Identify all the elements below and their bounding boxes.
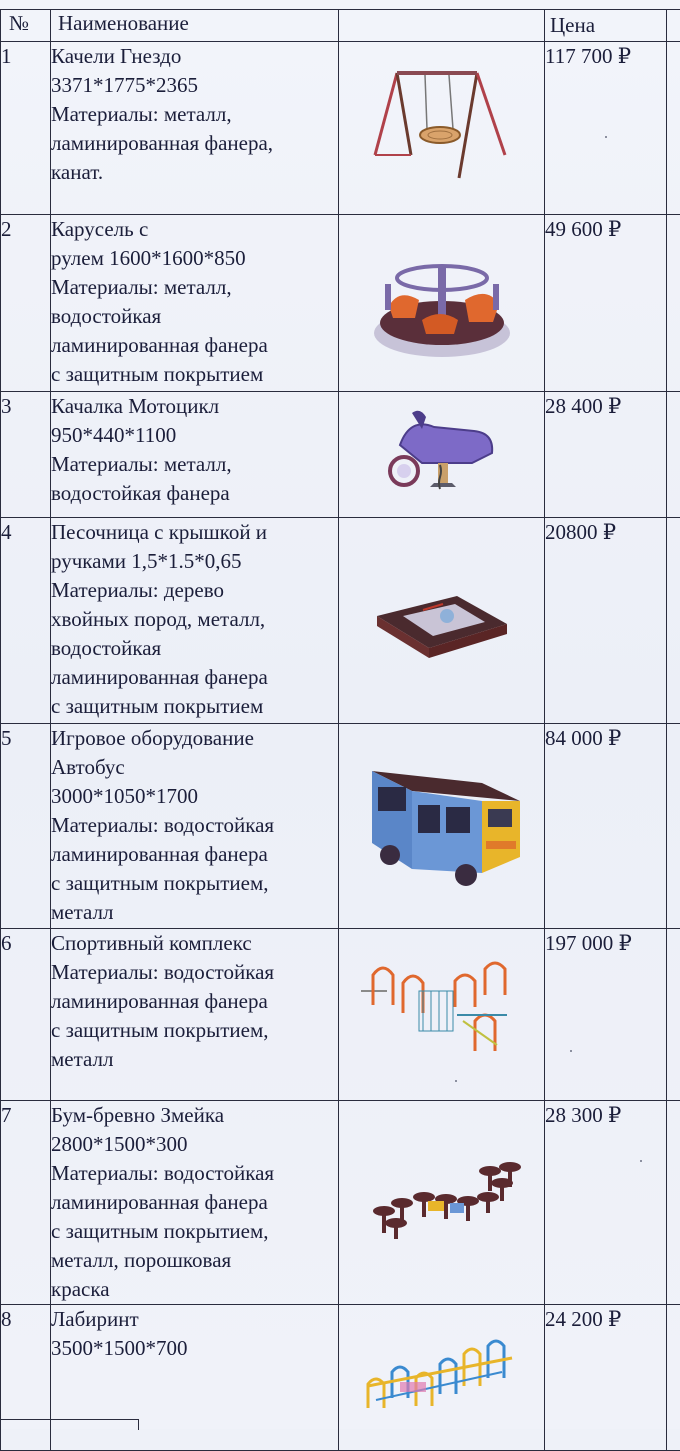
scan-speck: [570, 1050, 572, 1052]
snake-balance-beam-image: [362, 1153, 522, 1253]
row-number: 8: [1, 1305, 51, 1451]
column-header-image: [339, 10, 545, 42]
row-number: 3: [1, 392, 51, 518]
extra-cell: [667, 724, 680, 929]
item-name: [51, 724, 339, 929]
extra-cell: [667, 518, 680, 724]
row-number: 7: [1, 1101, 51, 1305]
carousel-image: [367, 238, 517, 368]
item-name-text: Спортивный комплекс Материалы: водостойкая ламинированная фанера с защитным покрытием, металл: [51, 929, 338, 1074]
item-price: 197 000 ₽: [545, 929, 667, 1101]
item-name-text: Качели Гнездо 3371*1775*2365 Материалы: металл, ламинированная фанера, канат.: [51, 42, 338, 187]
item-name-text: Игровое оборудование Автобус 3000*1050*1700 Материалы: водостойкая ламинированная фанера с защитным покрытием, металл: [51, 724, 338, 927]
item-price: 28 300 ₽: [545, 1101, 667, 1305]
table-row: [1, 392, 680, 518]
column-header-price: Цена: [545, 10, 667, 42]
swing-nest-image: [367, 63, 517, 193]
item-name-text: Качалка Мотоцикл 950*440*1100 Материалы: металл, водостойкая фанера: [51, 392, 338, 508]
row-number: 6: [1, 929, 51, 1101]
item-image-cell: [339, 724, 545, 929]
sandbox-image: [367, 576, 517, 666]
extra-cell: [667, 42, 680, 215]
row-number: 1: [1, 42, 51, 215]
row-number: 2: [1, 215, 51, 392]
extra-cell: [667, 392, 680, 518]
item-name: [51, 518, 339, 724]
item-name-text: Лабиринт 3500*1500*700: [51, 1305, 338, 1363]
table-continuation-edge: [0, 1419, 139, 1430]
table-row: [1, 929, 680, 1101]
item-price: 117 700 ₽: [545, 42, 667, 215]
table-row: [1, 724, 680, 929]
item-name-text: Бум-бревно Змейка 2800*1500*300 Материалы: водостойкая ламинированная фанера с защитным покрытием, металл, порошковая краска: [51, 1101, 338, 1304]
extra-cell: [667, 929, 680, 1101]
item-name-text: Песочница с крышкой и ручками 1,5*1.5*0,65 Материалы: дерево хвойных пород, металл, водостойкая ламинированная фанера с защитным покрытием: [51, 518, 338, 721]
item-price: 24 200 ₽: [545, 1305, 667, 1451]
item-price: 84 000 ₽: [545, 724, 667, 929]
labyrinth-image: [362, 1328, 522, 1428]
item-image-cell: [339, 929, 545, 1101]
scan-speck: [640, 1160, 642, 1162]
column-header-extra: [667, 10, 680, 42]
item-price: 28 400 ₽: [545, 392, 667, 518]
motorcycle-rocker-image: [382, 405, 502, 505]
item-image-cell: [339, 518, 545, 724]
row-number: 4: [1, 518, 51, 724]
item-price: 20800 ₽: [545, 518, 667, 724]
row-number: 5: [1, 724, 51, 929]
scan-speck: [455, 1080, 457, 1082]
item-name: [51, 392, 339, 518]
table-header-row: [1, 10, 680, 42]
table-row: [1, 1101, 680, 1305]
column-header-name: Наименование: [51, 10, 339, 42]
table-row: [1, 42, 680, 215]
price-table: [0, 9, 680, 1451]
item-name: [51, 929, 339, 1101]
scan-speck: [605, 136, 607, 138]
extra-cell: [667, 215, 680, 392]
item-image-cell: [339, 42, 545, 215]
extra-cell: [667, 1101, 680, 1305]
item-image-cell: [339, 392, 545, 518]
item-name: [51, 1101, 339, 1305]
item-name: [51, 42, 339, 215]
sports-complex-image: [357, 955, 527, 1075]
item-name-text: Карусель с рулем 1600*1600*850 Материалы: металл, водостойкая ламинированная фанера с защитным покрытием: [51, 215, 338, 389]
column-header-number: №: [1, 10, 51, 42]
table-row: [1, 215, 680, 392]
item-price: 49 600 ₽: [545, 215, 667, 392]
table-row: [1, 518, 680, 724]
bus-play-image: [362, 761, 522, 891]
item-name: [51, 215, 339, 392]
item-image-cell: [339, 1101, 545, 1305]
item-image-cell: [339, 215, 545, 392]
